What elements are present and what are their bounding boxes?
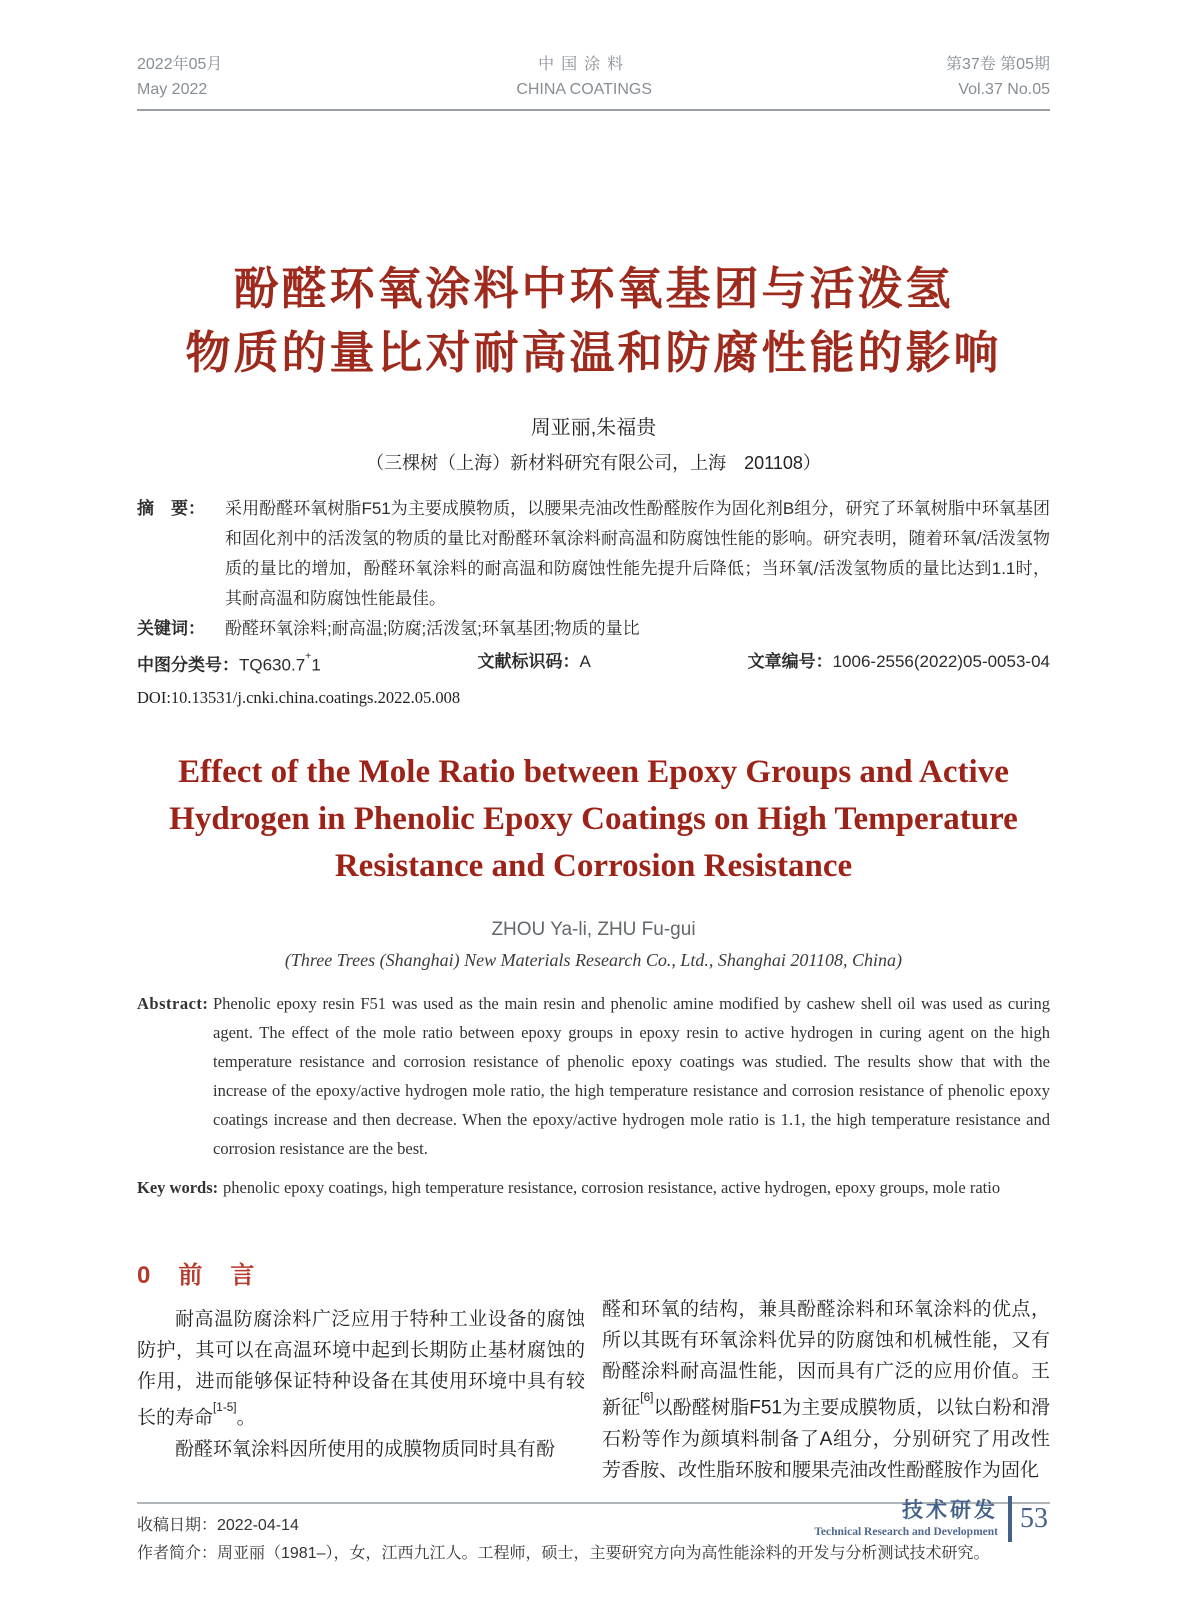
header-date-cn: 2022年05月 (137, 56, 223, 73)
citation-1-5: [1-5] (213, 1400, 237, 1414)
classification-row (137, 650, 1050, 677)
header-divider (137, 109, 1050, 111)
abstract-cn-text: 采用酚醛环氧树脂F51为主要成膜物质，以腰果壳油改性酚醛胺作为固化剂B组分，研究了环氧树脂中环氧基团和固化剂中的活泼氢的物质的量比对酚醛环氧涂料耐高温和防腐蚀性能的影响。研究表明，随着环氧/活泼氢物质的量比的增加，酚醛环氧涂料的耐高温和防腐蚀性能先提升后降低；当环氧/活泼氢物质的量比达到1.1时，其耐高温和防腐蚀性能最佳。 (225, 499, 1050, 609)
article-title-en-line1: Effect of the Mole Ratio between Epoxy Groups and Active (178, 753, 1009, 790)
intro-right-column (602, 1258, 1050, 1496)
page-footer (814, 1496, 1048, 1542)
section-label-cn: 技术研发 (902, 1499, 998, 1522)
article-title-en-line3: Resistance and Corrosion Resistance (334, 847, 853, 884)
intro-paragraph-1: 耐高温防腐涂料广泛应用于特种工业设备的腐蚀防护，其可以在高温环境中起到长期防止基材腐蚀的作用，进而能够保证特种设备在其使用环境中具有较长的寿命[1-5]。 (137, 1309, 585, 1429)
authors-cn: 周亚丽,朱福贵 (530, 417, 657, 440)
keywords-en-label: Key words: (137, 1178, 219, 1198)
article-title-cn (137, 257, 1050, 385)
affiliation-en: (Three Trees (Shanghai) New Materials Research Co., Ltd., Shanghai 201108, China) (284, 950, 903, 971)
keywords-en (137, 1173, 1050, 1202)
clc-number: 中图分类号：TQ630.7+1 (137, 650, 321, 675)
keywords-en-text: phenolic epoxy coatings, high temperature resistance, corrosion resistance, active hydrogen, epoxy groups, mole ratio (223, 1178, 1001, 1198)
article-title-en-line2: Hydrogen in Phenolic Epoxy Coatings on High Temperature (169, 800, 1018, 837)
abstract-en-label: Abstract: (137, 994, 209, 1014)
clc-superscript: + (305, 650, 312, 663)
header-journal-name (516, 52, 652, 102)
footnote-author-bio: 作者简介：周亚丽（1981–），女，江西九江人。工程师，硕士，主要研究方向为高性能涂料的开发与分析测试技术研究。 (137, 1545, 990, 1563)
header-date (137, 52, 222, 102)
intro-heading: 0 前 言 (137, 1262, 257, 1290)
abstract-en-text: Phenolic epoxy resin F51 was used as the main resin and phenolic amine modified by cashew shell oil was used as curing agent. The effect of the mole ratio between epoxy groups in epoxy resin to active hydrogen in curing agent on the high temperature resistance and corrosion resistance of phenolic epoxy coatings was studied. The results show that with the increase of the epoxy/active hydrogen mole ratio, the high temperature resistance and corrosion resistance of phenolic epoxy coatings increase and then decrease. When the epoxy/active hydrogen mole ratio is 1.1, the high temperature resistance and corrosion resistance are the best. (213, 994, 1050, 1159)
intro-section (137, 1258, 1050, 1496)
article-title-en (137, 749, 1050, 890)
journal-name-cn: 中国涂料 (538, 56, 631, 73)
keywords-cn-text: 酚醛环氧涂料;耐高温;防腐;活泼氢;环氧基团;物质的量比 (225, 619, 640, 639)
abstract-cn-label: 摘 要： (137, 499, 205, 519)
footnote-received-date: 收稿日期：2022-04-14 (137, 1517, 299, 1535)
section-label-en: Technical Research and Development (814, 1526, 998, 1538)
citation-6: [6] (640, 1390, 654, 1404)
abstract-cn (137, 494, 1050, 614)
header-issue-en: Vol.37 No.05 (958, 81, 1050, 98)
article-title-cn-line1: 酚醛环氧涂料中环氧基团与活泼氢 (233, 263, 954, 314)
intro-left-column (137, 1258, 585, 1496)
intro-paragraph-continued: 醛和环氧的结构，兼具酚醛涂料和环氧涂料的优点，所以其既有环氧涂料优异的防腐蚀和机械性能，又有酚醛涂料耐高温性能，因而具有广泛的应用价值。王新征[6]以酚醛树脂F51为主要成膜物质，以钛白粉和滑石粉等作为颜填料制备了A组分，分别研究了用改性芳香胺、改性脂环胺和腰果壳油改性酚醛胺作为固化 (602, 1299, 1050, 1481)
article-title-cn-line2: 物质的量比对耐高温和防腐性能的影响 (185, 327, 1002, 378)
journal-header (137, 0, 1050, 102)
section-label (814, 1498, 998, 1540)
document-code: 文献标识码：A (477, 652, 591, 672)
article-id: 文章编号：1006-2556(2022)05-0053-04 (747, 652, 1050, 672)
affiliation-cn: （三棵树（上海）新材料研究有限公司，上海 201108） (366, 453, 821, 474)
page-number: 53 (1020, 1503, 1048, 1534)
footer-divider-bar (1008, 1496, 1012, 1542)
intro-paragraph-2: 酚醛环氧涂料因所使用的成膜物质同时具有酚 (175, 1438, 556, 1460)
abstract-en (137, 989, 1050, 1163)
journal-name-en: CHINA COATINGS (516, 81, 653, 98)
header-date-en: May 2022 (137, 81, 208, 98)
authors-en: ZHOU Ya-li, ZHU Fu-gui (491, 919, 696, 941)
header-issue-cn: 第37卷 第05期 (945, 56, 1050, 73)
header-issue (946, 52, 1050, 102)
keywords-cn (137, 614, 1050, 644)
keywords-cn-label: 关键词： (137, 619, 205, 639)
doi: DOI:10.13531/j.cnki.china.coatings.2022.05.008 (137, 687, 461, 707)
